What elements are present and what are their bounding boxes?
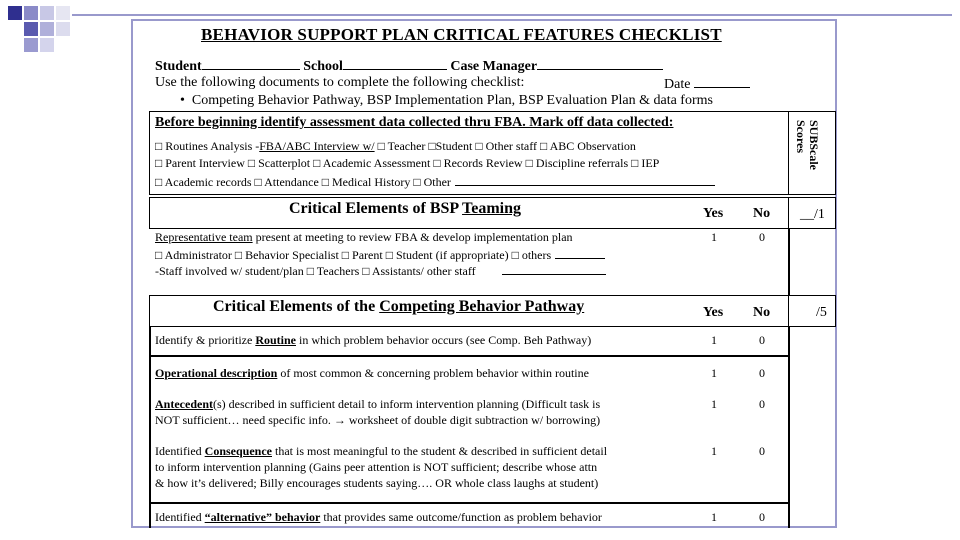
pathway-score: /5: [816, 305, 827, 320]
document-title: BEHAVIOR SUPPORT PLAN CRITICAL FEATURES CHECKLIST: [201, 25, 722, 44]
staff-blank[interactable]: [502, 262, 606, 275]
row-divider: [149, 355, 789, 357]
fba-line-3: □ Academic records □ Attendance □ Medical History □ Other: [155, 173, 715, 190]
decor-square: [40, 22, 54, 36]
others-blank[interactable]: [555, 246, 605, 259]
pathway-left-border: [149, 327, 151, 528]
bullet-dot: •: [180, 93, 192, 108]
teaming-yes-header: Yes: [703, 206, 724, 221]
school-label: School: [303, 59, 343, 74]
antecedent-no-value: 0: [759, 397, 765, 411]
alternative-no-value: 0: [759, 510, 765, 524]
operational-no-value: 0: [759, 366, 765, 380]
decor-square: [24, 22, 38, 36]
decor-square: [24, 6, 38, 20]
student-field: [155, 57, 663, 75]
decor-square: [40, 6, 54, 20]
antecedent-yes-value: 1: [711, 397, 717, 411]
subscale-label: SUBScale Scores: [794, 120, 821, 171]
decor-divider: [72, 14, 952, 16]
row-divider: [149, 502, 789, 504]
student-label: Student: [155, 59, 202, 74]
pathway-yes-header: Yes: [703, 305, 724, 320]
decor-square: [8, 22, 22, 36]
decor-square: [56, 22, 70, 36]
decor-square: [56, 6, 70, 20]
date-blank[interactable]: [694, 75, 750, 88]
case-manager-label: Case Manager: [450, 59, 538, 74]
decor-square: [40, 38, 54, 52]
decor-square: [24, 38, 38, 52]
pathway-item-antecedent-line-2: NOT sufficient… need specific info. → worksheet of double digit subtraction w/ borrowing): [155, 413, 601, 427]
pathway-item-routine: Identify & prioritize Routine in which problem behavior occurs (see Comp. Beh Pathway): [155, 333, 592, 347]
pathway-right-border: [788, 327, 790, 528]
pathway-no-header: No: [753, 305, 771, 320]
teaming-item-line-2: □ Administrator □ Behavior Specialist □ Parent □ Student (if appropriate) □ others: [155, 246, 605, 263]
pathway-item-operational-description: Operational description of most common & concerning problem behavior within routine: [155, 366, 589, 380]
pathway-item-consequence-line-2: to inform intervention planning (Gains peer attention is NOT sufficient; describe whose attn: [155, 460, 598, 474]
bullet-text: Competing Behavior Pathway, BSP Implementation Plan, BSP Evaluation Plan & data forms: [191, 93, 713, 108]
other-blank[interactable]: [455, 173, 715, 186]
decor-square: [8, 6, 22, 20]
teaming-heading: Critical Elements of BSP Teaming: [289, 200, 522, 217]
pathway-item-alternative-behavior: Identified “alternative” behavior that provides same outcome/function as problem behavior: [155, 510, 602, 524]
documents-bullet: [180, 93, 713, 109]
routine-yes-value: 1: [711, 333, 717, 347]
pathway-score-box: [788, 295, 836, 327]
fba-heading: Before beginning identify assessment data collected thru FBA. Mark off data collected:: [155, 115, 674, 130]
teaming-yes-value: 1: [711, 230, 717, 244]
pathway-heading: Critical Elements of the Competing Behavior Pathway: [213, 298, 585, 315]
pathway-item-consequence: Identified Consequence that is most meaningful to the student & described in sufficient detail: [155, 444, 608, 458]
consequence-yes-value: 1: [711, 444, 717, 458]
fba-line-2: □ Parent Interview □ Scatterplot □ Academic Assessment □ Records Review □ Discipline referrals □ IEP: [155, 156, 660, 170]
school-blank[interactable]: [343, 57, 447, 70]
case-manager-blank[interactable]: [537, 57, 663, 70]
teaming-no-value: 0: [759, 230, 765, 244]
date-field: [664, 75, 750, 93]
fba-line-1: □ Routines Analysis -FBA/ABC Interview w/ □ Teacher □Student □ Other staff □ ABC Observation: [155, 139, 636, 153]
teaming-divider: [788, 229, 790, 295]
teaming-no-header: No: [753, 206, 771, 221]
routine-no-value: 0: [759, 333, 765, 347]
alternative-yes-value: 1: [711, 510, 717, 524]
pathway-item-consequence-line-3: & how it’s delivered; Billy encourages students saying…. OR whole class laughs at student): [155, 476, 599, 490]
teaming-item-line-1: Representative team present at meeting to review FBA & develop implementation plan: [155, 230, 573, 244]
date-label: Date: [664, 77, 691, 92]
consequence-no-value: 0: [759, 444, 765, 458]
instructions-text: Use the following documents to complete the following checklist:: [155, 75, 525, 90]
teaming-item-line-3: -Staff involved w/ student/plan □ Teachers □ Assistants/ other staff: [155, 262, 606, 279]
teaming-score: __/1: [800, 207, 825, 222]
student-blank[interactable]: [202, 57, 300, 70]
operational-yes-value: 1: [711, 366, 717, 380]
pathway-item-antecedent: Antecedent(s) described in sufficient detail to inform intervention planning (Difficult task is: [155, 397, 601, 411]
